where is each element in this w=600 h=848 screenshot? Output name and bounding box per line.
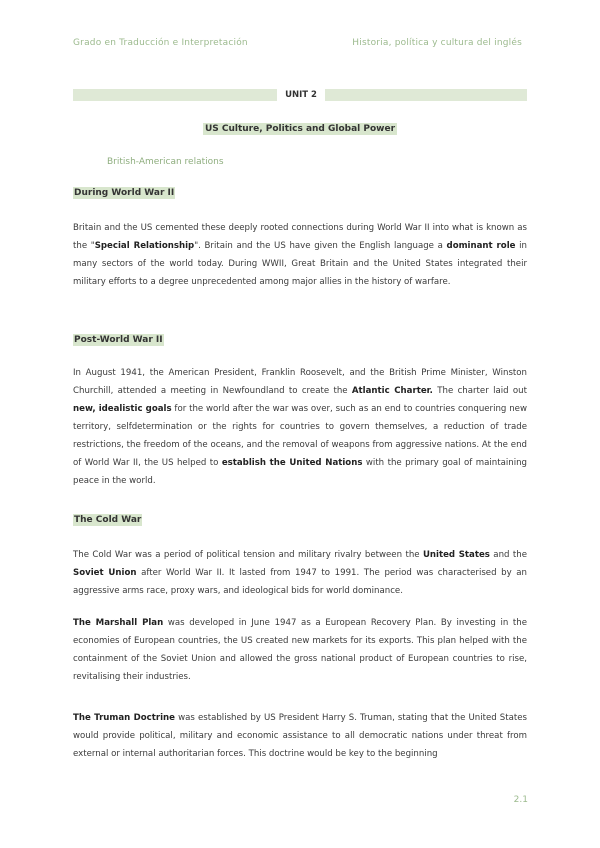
bold-marshall-plan: The Marshall Plan bbox=[73, 618, 164, 628]
unit-label: UNIT 2 bbox=[277, 88, 325, 102]
heading-post-wwii bbox=[73, 335, 164, 345]
text-run: The charter laid out bbox=[432, 386, 527, 396]
page-number: 2.1 bbox=[513, 795, 528, 805]
heading-cold-war-text: The Cold War bbox=[74, 515, 142, 525]
text-run: The Cold War was a period of political tension and military rivalry between the bbox=[73, 550, 423, 560]
header-right-subject: Historia, política y cultura del inglés bbox=[352, 38, 522, 48]
text-run: with the primary goal of maintaining peace in the world. bbox=[73, 458, 527, 486]
heading-post-wwii-text: Post-World War II bbox=[74, 335, 163, 345]
bold-atlantic-charter: Atlantic Charter. bbox=[351, 386, 433, 396]
heading-cold-war bbox=[73, 515, 142, 525]
text-run: Britain and the US cemented these deeply rooted connections during World War II into what is known as the " bbox=[73, 223, 527, 251]
bold-idealistic-goals: new, idealistic goals bbox=[73, 404, 172, 414]
bold-truman-doctrine: The Truman Doctrine bbox=[73, 713, 176, 723]
paragraph-truman-doctrine bbox=[73, 709, 527, 763]
document-title bbox=[0, 124, 600, 134]
subtitle: British-American relations bbox=[107, 157, 224, 167]
text-run: In August 1941, the American President, Franklin Roosevelt, and the British Prime Minister, Winston Churchill, attended a meeting in Newfoundland to create the bbox=[73, 368, 527, 396]
text-run: in many sectors of the world today. During WWII, Great Britain and the United States integrated their military efforts to a degree unprecedented among major allies in the history of warfare. bbox=[73, 241, 527, 287]
paragraph-marshall-plan bbox=[73, 614, 527, 686]
header-left-course: Grado en Traducción e Interpretación bbox=[73, 38, 248, 48]
heading-during-wwii bbox=[73, 188, 175, 198]
bold-special-relationship: Special Relationship bbox=[94, 241, 195, 251]
text-run: ". Britain and the US have given the English language a bbox=[194, 241, 447, 251]
text-run: was developed in June 1947 as a European Recovery Plan. By investing in the economies of European countries, the US created new markets for its exports. This plan helped with the containment of the Soviet Union and allowed the gross national product of European countries to rise, revitalising their industries. bbox=[73, 618, 527, 682]
text-run: after World War II. It lasted from 1947 to 1991. The period was characterised by an aggressive arms race, proxy wars, and ideological bids for world dominance. bbox=[73, 568, 527, 596]
paragraph-post-wwii bbox=[73, 364, 527, 490]
bold-soviet-union: Soviet Union bbox=[73, 568, 137, 578]
heading-during-wwii-text: During World War II bbox=[74, 188, 175, 198]
bold-dominant-role: dominant role bbox=[446, 241, 516, 251]
text-run: for the world after the war was over, such as an end to countries conquering new territory, selfdetermination or the rights for countries to govern themselves, a reduction of trade restrictions, the freedom of the oceans, and the removal of weapons from aggressive nations. At the end of World War II, the US helped to bbox=[73, 404, 527, 468]
bold-united-nations: establish the United Nations bbox=[221, 458, 363, 468]
text-run: and the bbox=[489, 550, 527, 560]
document-title-text: US Culture, Politics and Global Power bbox=[204, 124, 396, 134]
text-run: was established by US President Harry S. Truman, stating that the United States would provide political, military and economic assistance to all democratic nations under threat from external or internal authoritarian forces. This doctrine would be key to the beginning bbox=[73, 713, 528, 759]
paragraph-cold-war bbox=[73, 546, 527, 600]
paragraph-wwii bbox=[73, 219, 527, 291]
bold-united-states: United States bbox=[422, 550, 490, 560]
